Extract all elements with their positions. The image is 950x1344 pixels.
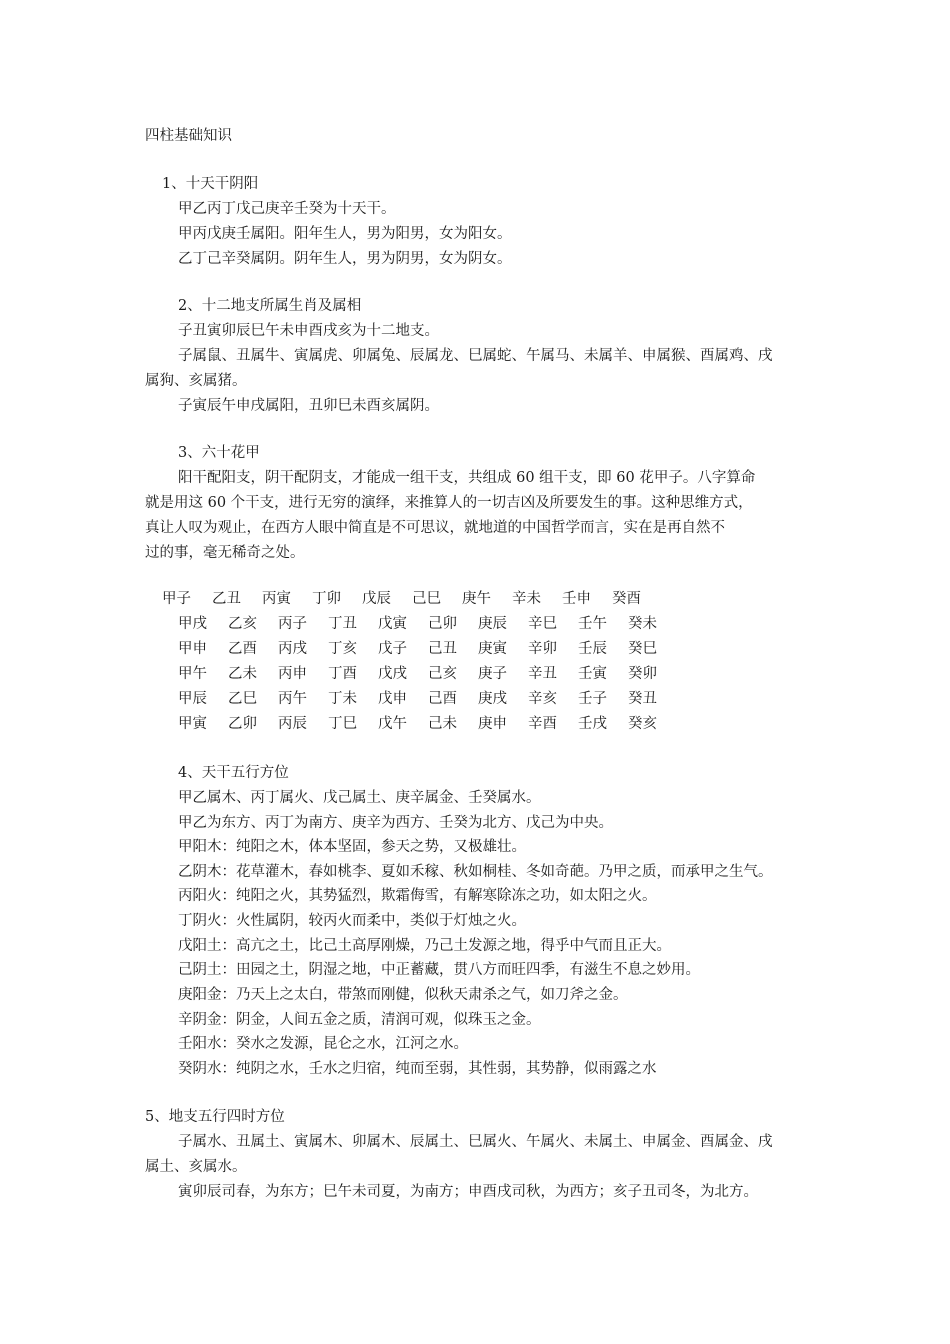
jiazi-cell: 乙未	[228, 666, 257, 682]
jiazi-cell: 丁巳	[328, 716, 357, 732]
jiazi-cell: 癸酉	[612, 591, 641, 607]
section-5-line: 子属水、丑属土、寅属木、卯属木、辰属土、巳属火、午属火、未属土、申属金、酉属金、戌	[178, 1134, 773, 1150]
jiazi-cell: 乙亥	[228, 616, 257, 632]
jiazi-cell: 丁卯	[312, 591, 341, 607]
jiazi-cell: 壬寅	[578, 666, 607, 682]
section-4-line: 戊阳土：高亢之土，比己土高厚刚燥，乃己土发源之地，得乎中气而且正大。	[178, 938, 671, 954]
jiazi-cell: 戊午	[378, 716, 407, 732]
jiazi-cell: 癸巳	[628, 641, 657, 657]
jiazi-cell: 庚辰	[478, 616, 507, 632]
section-3-line: 阳干配阳支，阴干配阴支，才能成一组干支，共组成 60 组干支，即 60 花甲子。八字算命	[178, 470, 756, 486]
jiazi-cell: 己未	[428, 716, 457, 732]
section-4-line: 丁阴火：火性属阴，较丙火而柔中，类似于灯烛之火。	[178, 913, 526, 929]
section-3-line: 真让人叹为观止，在西方人眼中简直是不可思议，就地道的中国哲学而言，实在是再自然不	[145, 520, 725, 536]
jiazi-cell: 甲辰	[178, 691, 207, 707]
jiazi-cell: 癸卯	[628, 666, 657, 682]
jiazi-cell: 壬子	[578, 691, 607, 707]
section-3-line: 就是用这 60 个干支，进行无穷的演绎，来推算人的一切吉凶及所要发生的事。这种思维方式，	[145, 495, 753, 511]
section-1-line: 乙丁己辛癸属阴。阴年生人，男为阴男，女为阴女。	[178, 251, 512, 267]
jiazi-cell: 辛酉	[528, 716, 557, 732]
jiazi-cell: 癸亥	[628, 716, 657, 732]
section-4-line: 壬阳水：癸水之发源，昆仑之水，江河之水。	[178, 1036, 468, 1052]
section-5-line: 寅卯辰司春，为东方；巳午未司夏，为南方；申酉戌司秋，为西方；亥子丑司冬，为北方。	[178, 1184, 758, 1200]
jiazi-cell: 乙卯	[228, 716, 257, 732]
section-2-line: 子丑寅卯辰巳午未申酉戌亥为十二地支。	[178, 323, 439, 339]
section-2-line: 子属鼠、丑属牛、寅属虎、卯属兔、辰属龙、巳属蛇、午属马、未属羊、申属猴、酉属鸡、戌	[178, 348, 773, 364]
jiazi-cell: 甲子	[162, 591, 191, 607]
jiazi-cell: 癸丑	[628, 691, 657, 707]
jiazi-cell: 癸未	[628, 616, 657, 632]
jiazi-cell: 壬午	[578, 616, 607, 632]
jiazi-cell: 乙丑	[212, 591, 241, 607]
section-5-line: 属土、亥属水。	[145, 1159, 247, 1175]
section-2-line: 属狗、亥属猪。	[145, 373, 247, 389]
section-2-heading: 2、十二地支所属生肖及属相	[178, 298, 362, 314]
section-4-line: 辛阴金：阴金，人间五金之质，清润可观，似珠玉之金。	[178, 1012, 541, 1028]
jiazi-cell: 甲申	[178, 641, 207, 657]
section-3-heading: 3、六十花甲	[178, 445, 260, 461]
jiazi-cell: 甲戌	[178, 616, 207, 632]
section-4-line: 甲乙为东方、丙丁为南方、庚辛为西方、壬癸为北方、戊己为中央。	[178, 815, 613, 831]
jiazi-cell: 己卯	[428, 616, 457, 632]
jiazi-cell: 丙辰	[278, 716, 307, 732]
section-2-line: 子寅辰午申戌属阳，丑卯巳未酉亥属阴。	[178, 398, 439, 414]
section-4-line: 癸阴水：纯阴之水，壬水之归宿，纯而至弱，其性弱，其势静，似雨露之水	[178, 1061, 657, 1077]
jiazi-cell: 甲午	[178, 666, 207, 682]
jiazi-cell: 壬戌	[578, 716, 607, 732]
jiazi-cell: 丙寅	[262, 591, 291, 607]
section-1-line: 甲丙戊庚壬属阳。阳年生人，男为阳男，女为阳女。	[178, 226, 512, 242]
jiazi-cell: 辛未	[512, 591, 541, 607]
jiazi-cell: 己丑	[428, 641, 457, 657]
document-title: 四柱基础知识	[145, 128, 232, 144]
jiazi-cell: 丙戌	[278, 641, 307, 657]
section-3-line: 过的事，毫无稀奇之处。	[145, 545, 305, 561]
jiazi-cell: 辛亥	[528, 691, 557, 707]
section-5-heading: 5、地支五行四时方位	[145, 1109, 285, 1125]
jiazi-cell: 戊申	[378, 691, 407, 707]
jiazi-cell: 丙子	[278, 616, 307, 632]
jiazi-cell: 丙午	[278, 691, 307, 707]
jiazi-cell: 戊子	[378, 641, 407, 657]
section-4-line: 甲阳木：纯阳之木，体本坚固，参天之势，又极雄壮。	[178, 839, 526, 855]
jiazi-cell: 丁酉	[328, 666, 357, 682]
jiazi-cell: 辛巳	[528, 616, 557, 632]
section-4-line: 甲乙属木、丙丁属火、戊己属土、庚辛属金、壬癸属水。	[178, 790, 541, 806]
jiazi-cell: 庚寅	[478, 641, 507, 657]
jiazi-cell: 壬辰	[578, 641, 607, 657]
jiazi-cell: 戊寅	[378, 616, 407, 632]
section-4-heading: 4、天干五行方位	[178, 765, 289, 781]
jiazi-cell: 丁未	[328, 691, 357, 707]
jiazi-cell: 甲寅	[178, 716, 207, 732]
jiazi-cell: 庚申	[478, 716, 507, 732]
jiazi-cell: 壬申	[562, 591, 591, 607]
section-4-line: 乙阴木：花草灌木，春如桃李、夏如禾稼、秋如桐桂、冬如奇葩。乃甲之质，而承甲之生气。	[178, 864, 773, 880]
section-4-line: 丙阳火：纯阳之火，其势猛烈，欺霜侮雪，有解寒除冻之功，如太阳之火。	[178, 888, 657, 904]
jiazi-cell: 戊戌	[378, 666, 407, 682]
section-4-line: 己阴土：田园之土，阴湿之地，中正蓄藏，贯八方而旺四季，有滋生不息之妙用。	[178, 962, 700, 978]
section-1-line: 甲乙丙丁戊己庚辛壬癸为十天干。	[178, 201, 396, 217]
jiazi-cell: 庚子	[478, 666, 507, 682]
jiazi-cell: 丁丑	[328, 616, 357, 632]
jiazi-cell: 戊辰	[362, 591, 391, 607]
jiazi-cell: 乙巳	[228, 691, 257, 707]
section-1-heading: 1、十天干阴阳	[162, 176, 259, 192]
jiazi-cell: 己酉	[428, 691, 457, 707]
jiazi-cell: 辛卯	[528, 641, 557, 657]
jiazi-cell: 庚午	[462, 591, 491, 607]
jiazi-cell: 丁亥	[328, 641, 357, 657]
jiazi-cell: 庚戌	[478, 691, 507, 707]
jiazi-cell: 丙申	[278, 666, 307, 682]
jiazi-cell: 辛丑	[528, 666, 557, 682]
section-4-line: 庚阳金：乃天上之太白，带煞而刚健，似秋天肃杀之气，如刀斧之金。	[178, 987, 628, 1003]
jiazi-cell: 己亥	[428, 666, 457, 682]
jiazi-cell: 己巳	[412, 591, 441, 607]
jiazi-cell: 乙酉	[228, 641, 257, 657]
